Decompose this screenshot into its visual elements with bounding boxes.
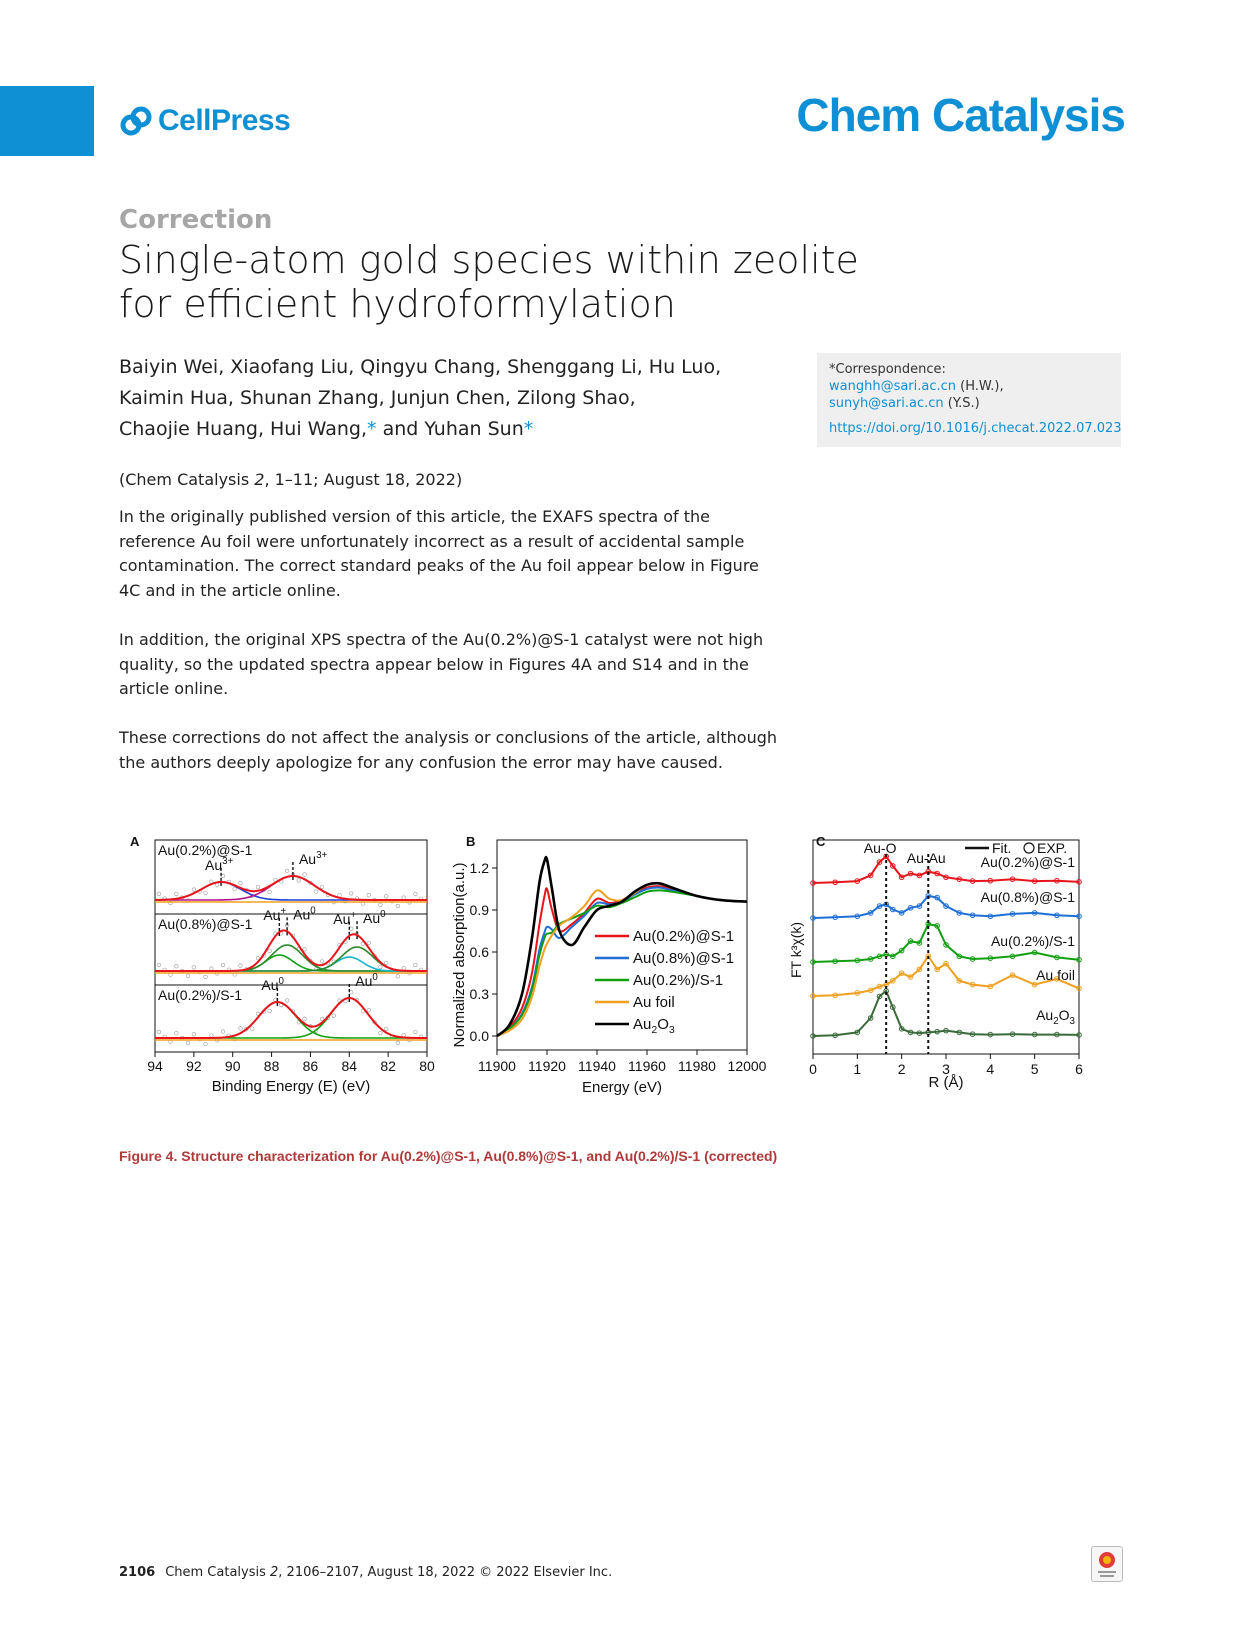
title-line-1: Single-atom gold species within zeolite — [119, 238, 859, 282]
email-2-initials: (Y.S.) — [943, 396, 980, 411]
email-link-2[interactable]: sunyh@sari.ac.cn — [829, 396, 944, 411]
panel-b-y-tick-label: 0.6 — [469, 944, 489, 960]
panel-b-x-tick-label: 12000 — [727, 1058, 767, 1074]
citation-pre: (Chem Catalysis — [119, 470, 255, 489]
publisher-name: CellPress — [158, 104, 291, 137]
panel-c-x-tick-label: 3 — [942, 1061, 950, 1077]
xps-data-point — [320, 960, 324, 964]
exafs-legend-exp-swatch — [1024, 843, 1034, 853]
panel-c-x-tick-label: 2 — [897, 1061, 906, 1077]
xps-data-point — [175, 1031, 179, 1035]
figure-caption: Figure 4. Structure characterization for Au(0.2%)@S-1, Au(0.8%)@S-1, and Au(0.2%)/S-1 (corrected) — [119, 1148, 778, 1164]
exafs-series-label: Au(0.2%)/S-1 — [990, 933, 1075, 949]
xps-data-point — [367, 1008, 371, 1012]
panel-c-x-tick-label: 0 — [809, 1061, 817, 1077]
exafs-series-label: $Au_2O_3$ — [1036, 1007, 1075, 1027]
exafs-annotation-au-au: Au-Au — [906, 850, 946, 866]
xps-data-point — [175, 964, 179, 968]
exafs-series-label: Au(0.8%)@S-1 — [980, 889, 1075, 905]
page-number: 2106 — [119, 1565, 156, 1580]
footer-text-pre: Chem Catalysis — [165, 1565, 270, 1580]
article-title — [119, 238, 879, 326]
xps-data-point — [367, 893, 371, 897]
exafs-legend-fit-label: Fit. — [992, 840, 1012, 856]
chart-panel-b — [451, 840, 805, 1130]
xps-data-point — [414, 1030, 418, 1034]
xps-peak-label: $Au^{3+}$ — [205, 855, 234, 873]
xps-data-point — [332, 1014, 336, 1018]
paragraph-1: In the originally published version of this article, the EXAFS spectra of the reference Au foil were unfortunately incorrect as a result of accidental sample contamination. The correct standard peaks of the Au foil appear below in Figure 4C and in the article online. — [119, 507, 759, 600]
xps-data-point — [268, 890, 272, 894]
citation-post: , 1–11; August 18, 2022) — [264, 470, 463, 489]
email-1-initials: (H.W.), — [956, 379, 1004, 394]
page-footer — [119, 1565, 612, 1580]
doi-link[interactable]: https://doi.org/10.1016/j.checat.2022.07.023 — [829, 421, 1122, 436]
exafs-legend-exp-label: EXP. — [1037, 840, 1068, 856]
correspondence-box — [817, 353, 1121, 447]
panel-c-y-axis-label: FT k³χ(k) — [788, 921, 804, 979]
xanes-series-line — [497, 857, 747, 1036]
panel-a-x-tick-label: 86 — [302, 1058, 319, 1074]
xps-envelope-line — [155, 876, 427, 900]
xps-data-point — [414, 963, 418, 967]
check-for-updates-badge-icon — [1092, 1547, 1122, 1581]
panel-b-y-tick-label: 1.2 — [469, 860, 489, 876]
citation-volume: 2 — [254, 470, 265, 489]
panel-b-x-tick-label: 11940 — [578, 1058, 616, 1074]
correspondence-email-1-row — [829, 378, 1109, 395]
xps-component-line — [155, 955, 427, 971]
panel-c-x-tick-label: 1 — [853, 1061, 862, 1077]
publisher-color-tab — [0, 86, 94, 156]
article-section: Correction — [119, 205, 273, 235]
panel-b-y-tick-label: 0.0 — [469, 1028, 489, 1044]
xps-data-point — [239, 1027, 243, 1031]
xanes-legend-label: $Au_2O_3$ — [633, 1016, 675, 1036]
xps-data-point — [384, 895, 388, 899]
xps-data-point — [402, 967, 406, 971]
xps-data-point — [414, 892, 418, 896]
xps-data-point — [303, 873, 307, 877]
panel-b-x-axis-label: Energy (eV) — [581, 1079, 663, 1096]
xps-envelope-line — [155, 998, 427, 1038]
xps-data-point — [396, 904, 400, 908]
xps-data-point — [210, 1034, 214, 1038]
panel-c-x-axis-label: R (Å) — [928, 1074, 964, 1091]
xps-data-point — [379, 965, 383, 969]
authors-line-2: Kaimin Hua, Shunan Zhang, Junjun Chen, Zilong Shao, — [119, 387, 636, 409]
xps-data-point — [233, 887, 237, 891]
chart-panel-c — [788, 840, 1135, 1130]
panel-a-x-axis-label: Binding Energy (E) (eV) — [211, 1078, 371, 1095]
xps-data-point — [186, 974, 190, 978]
authors-line-3-a: Chaojie Huang, Hui Wang, — [119, 418, 368, 440]
xps-data-point — [239, 881, 243, 885]
xps-component-line — [155, 876, 427, 900]
journal-title: Chem Catalysis — [796, 89, 1125, 141]
xps-data-point — [204, 975, 208, 979]
panel-b-label: B — [466, 834, 476, 849]
panel-a-label: A — [130, 834, 140, 849]
panel-a-x-tick-label: 90 — [224, 1058, 241, 1074]
xps-data-point — [192, 966, 196, 970]
xps-data-point — [157, 892, 161, 896]
exafs-annotation-au-o: Au-O — [863, 840, 897, 856]
xps-peak-label: Au$^0$ — [261, 975, 284, 993]
corresponding-star-1[interactable]: * — [367, 418, 377, 440]
paragraph-2: In addition, the original XPS spectra of the Au(0.2%)@S-1 catalyst were not high quality, so the updated spectra appear below in Figures 4A and S14 and in the article online. — [119, 630, 764, 698]
exafs-series-label: Au foil — [1036, 967, 1075, 983]
correspondence-email-2-row — [829, 395, 1109, 412]
xps-data-point — [402, 896, 406, 900]
xanes-legend-label: Au(0.2%)/S-1 — [633, 972, 724, 989]
xps-data-point — [204, 1042, 208, 1046]
xps-data-point — [314, 890, 318, 894]
xps-data-point — [157, 963, 161, 967]
author-list — [119, 352, 809, 445]
xps-data-point — [210, 967, 214, 971]
xps-data-point — [157, 1030, 161, 1034]
xps-data-point — [256, 885, 260, 889]
footer-volume: 2 — [270, 1565, 279, 1580]
xps-data-point — [384, 961, 388, 965]
panel-b-x-tick-label: 11980 — [678, 1058, 716, 1074]
xps-component-line — [155, 882, 427, 900]
title-line-2: for efficient hydroformylation — [119, 282, 676, 326]
xps-peak-label: $Au^{3+}$ — [298, 849, 328, 867]
panel-b-x-tick-label: 11920 — [528, 1058, 566, 1074]
xps-data-point — [192, 888, 196, 892]
footer-text-post: , 2106–2107, August 18, 2022 © 2022 Elsevier Inc. — [278, 1565, 613, 1580]
xps-data-point — [349, 892, 353, 896]
xps-data-point — [221, 963, 225, 967]
corresponding-star-2[interactable]: * — [523, 418, 534, 440]
xps-data-point — [239, 964, 243, 968]
xps-data-point — [186, 1041, 190, 1045]
xps-data-point — [303, 1017, 307, 1021]
xanes-legend-label: Au foil — [633, 994, 675, 1011]
xanes-legend-label: Au(0.2%)@S-1 — [633, 928, 735, 945]
panel-c-label: C — [816, 834, 826, 849]
xps-data-point — [192, 1033, 196, 1037]
xps-peak-label: Au$^0$ — [355, 971, 378, 989]
cellpress-logo[interactable] — [120, 104, 290, 138]
authors-line-3 — [119, 414, 809, 445]
panel-c-x-tick-label: 4 — [986, 1061, 995, 1077]
panel-b-x-tick-label: 11900 — [478, 1058, 516, 1074]
xps-data-point — [221, 1030, 225, 1034]
panel-c-x-tick-label: 6 — [1075, 1061, 1083, 1077]
xps-data-point — [367, 941, 371, 945]
exafs-series-label: Au(0.2%)@S-1 — [980, 854, 1075, 870]
xps-data-point — [396, 1041, 400, 1045]
panel-a-x-tick-label: 82 — [380, 1058, 396, 1074]
xps-data-point — [285, 869, 289, 873]
xps-data-point — [285, 999, 289, 1003]
xps-data-point — [250, 1027, 254, 1031]
authors-line-1: Baiyin Wei, Xiaofang Liu, Qingyu Chang, Shenggang Li, Hu Luo, — [119, 356, 722, 378]
cellpress-logo-icon — [120, 106, 154, 136]
xps-data-point — [379, 903, 383, 907]
correspondence-label: *Correspondence: — [829, 362, 946, 377]
panel-a-x-tick-label: 88 — [263, 1058, 280, 1074]
xanes-legend-label: Au(0.8%)@S-1 — [633, 950, 735, 967]
xps-data-point — [268, 949, 272, 953]
xps-data-point — [320, 885, 324, 889]
panel-b-y-tick-label: 0.9 — [469, 902, 489, 918]
panel-b-x-tick-label: 11960 — [628, 1058, 666, 1074]
panel-b-y-axis-label: Normalized absorption(a.u.) — [451, 862, 468, 1048]
xps-data-point — [204, 891, 208, 895]
citation — [119, 470, 462, 489]
xps-data-point — [379, 1031, 383, 1035]
panel-c-x-tick-label: 5 — [1030, 1061, 1039, 1077]
xps-data-point — [402, 1033, 406, 1037]
xps-peak-label: Au$^0$ — [293, 905, 316, 923]
xps-subpanel-name: Au(0.2%)@S-1 — [158, 842, 253, 858]
paragraph-3: These corrections do not affect the analysis or conclusions of the article, although the authors deeply apologize for any confusion the error may have caused. — [119, 728, 777, 772]
xps-data-point — [175, 892, 179, 896]
panel-a-x-tick-label: 84 — [341, 1058, 358, 1074]
panel-b-y-tick-label: 0.3 — [469, 986, 489, 1002]
xps-data-point — [303, 948, 307, 952]
xps-subpanel-name: Au(0.2%)/S-1 — [158, 987, 243, 1003]
xps-subpanel-name: Au(0.8%)@S-1 — [158, 916, 253, 932]
xps-data-point — [396, 974, 400, 978]
xps-data-point — [297, 879, 301, 883]
xps-peak-label: Au+ — [263, 906, 287, 924]
panel-a-x-tick-label: 94 — [147, 1058, 163, 1074]
xps-data-point — [268, 1009, 272, 1013]
panel-b-frame — [497, 840, 747, 1050]
xps-data-point — [384, 1027, 388, 1031]
panel-a-x-tick-label: 80 — [419, 1058, 435, 1074]
xps-peak-label: Au$^0$ — [363, 909, 386, 927]
panel-a-x-tick-label: 92 — [186, 1058, 202, 1074]
authors-line-3-b: and Yuhan Sun — [376, 418, 524, 440]
email-link-1[interactable]: wanghh@sari.ac.cn — [829, 379, 957, 394]
xps-peak-label: Au+ — [333, 909, 357, 927]
chart-panel-a — [140, 840, 460, 1130]
check-for-updates-icon[interactable] — [1091, 1546, 1123, 1582]
